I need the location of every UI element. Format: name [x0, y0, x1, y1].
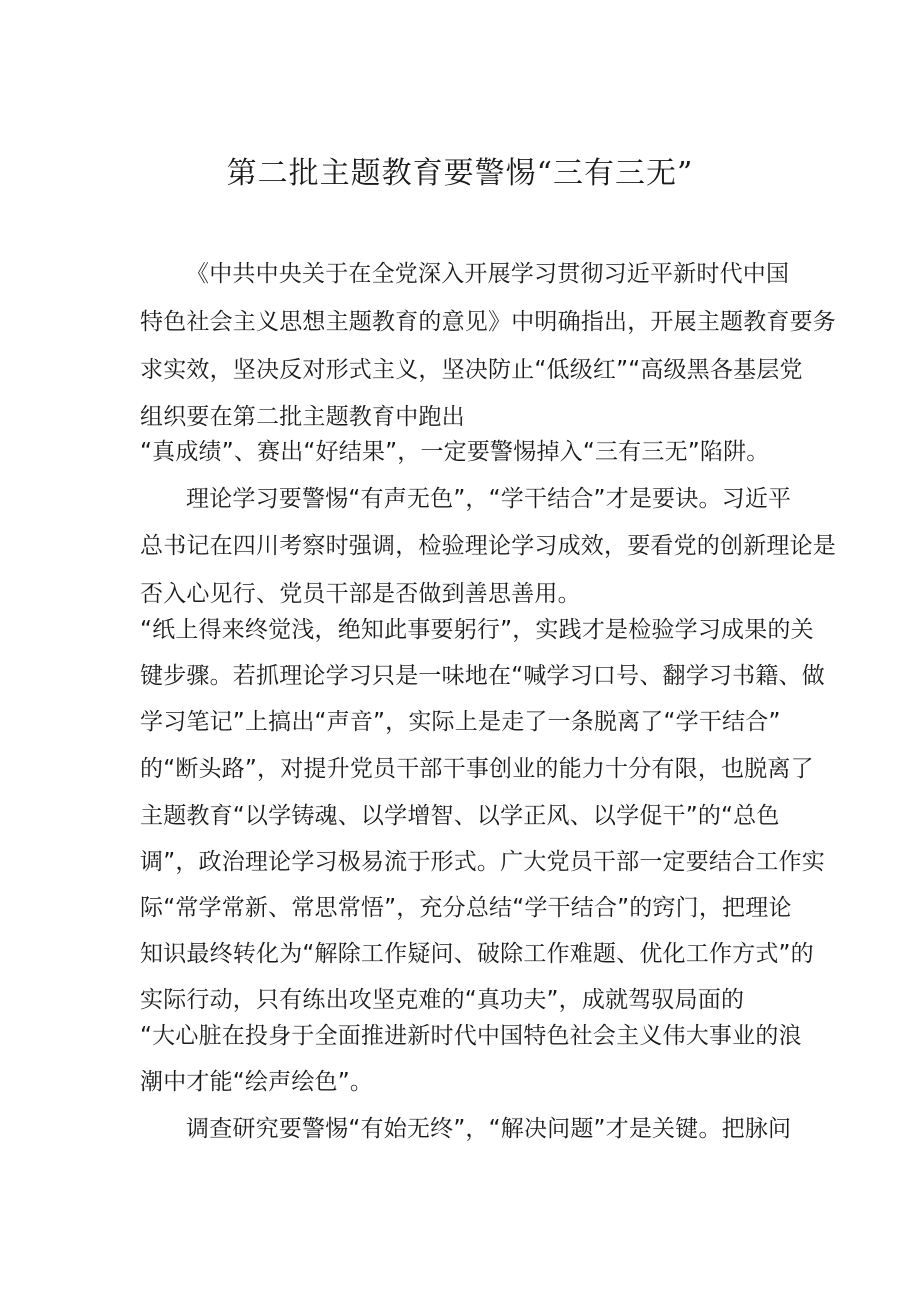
text-line-10: 键步骤。若抓理论学习只是一味地在“喊学习口号、翻学习书籍、做	[140, 663, 825, 689]
text-line-11: 学习笔记”上搞出“声音”，实际上是走了一条脱离了“学干结合”	[140, 709, 781, 735]
text-line-2: 特色社会主义思想主题教育的意见》中明确指出，开展主题教育要务	[140, 309, 836, 335]
text-line-14: 调”，政治理论学习极易流于形式。广大党员干部一定要结合工作实	[140, 849, 825, 875]
text-line-4: 组织要在第二批主题教育中跑出	[140, 404, 465, 430]
text-line-3: 求实效，坚决反对形式主义，坚决防止“低级红”“高级黑各基层党	[140, 357, 803, 383]
text-line-16: 知识最终转化为“解除工作疑问、破除工作难题、优化工作方式”的	[140, 941, 814, 967]
text-line-5: “真成绩”、赛出“好结果”，一定要警惕掉入“三有三无”陷阱。	[140, 439, 770, 465]
text-line-18: “大心脏在投身于全面推进新时代中国特色社会主义伟大事业的浪	[140, 1023, 802, 1049]
text-line-20: 调查研究要警惕“有始无终”，“解决问题”才是关键。把脉问	[186, 1116, 792, 1142]
text-line-15: 际“常学常新、常思常悟”，充分总结“学干结合”的窍门，把理论	[140, 895, 792, 921]
document-title: 第二批主题教育要警惕“三有三无”	[226, 156, 694, 191]
text-line-12: 的“断头路”，对提升党员干部干事创业的能力十分有限，也脱离了	[140, 756, 814, 782]
text-line-8: 否入心见行、党员干部是否做到善思善用。	[140, 581, 581, 607]
text-line-1: 《中共中央关于在全党深入开展学习贯彻习近平新时代中国	[186, 261, 790, 287]
text-line-9: “纸上得来终觉浅，绝知此事要躬行”，实践才是检验学习成果的关	[140, 617, 814, 643]
text-line-6: 理论学习要警惕“有声无色”，“学干结合”才是要诀。习近平	[186, 486, 792, 512]
text-line-7: 总书记在四川考察时强调，检验理论学习成效，要看党的创新理论是	[140, 533, 836, 559]
text-line-13: 主题教育“以学铸魂、以学增智、以学正风、以学促干”的“总色	[140, 803, 780, 829]
text-line-19: 潮中才能“绘声绘色”。	[140, 1069, 374, 1095]
text-line-17: 实际行动，只有练出攻坚克难的“真功夫”，成就驾驭局面的	[140, 987, 745, 1013]
